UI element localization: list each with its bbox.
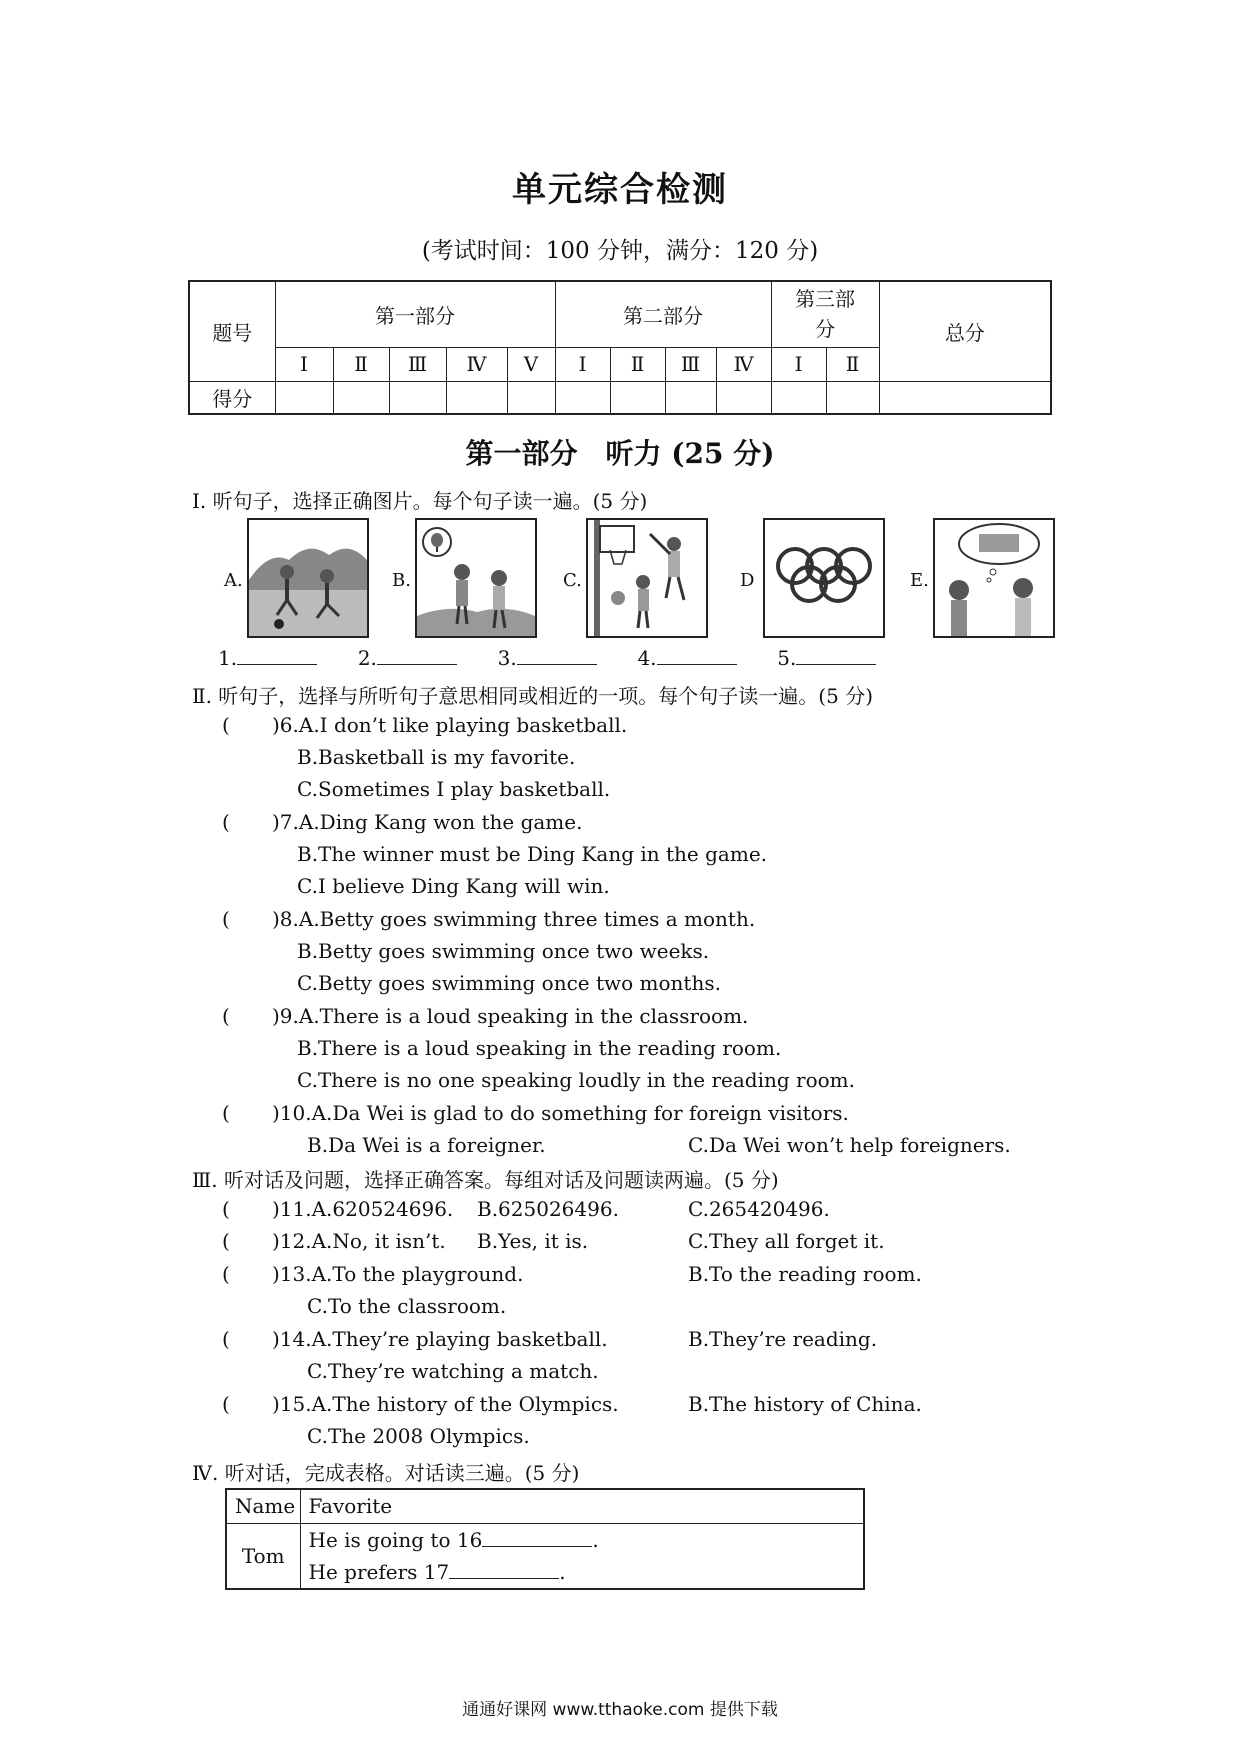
score-col: Ⅳ	[446, 347, 507, 381]
score-col: Ⅲ	[665, 347, 716, 381]
question-8-a: )8.A.Betty goes swimming three times a month.	[272, 907, 756, 931]
picture-label-a: A.	[224, 570, 243, 591]
question-12-c: C.They all forget it.	[688, 1229, 885, 1253]
score-col: Ⅰ	[555, 347, 610, 381]
answer-label: 3.	[497, 646, 517, 670]
score-row-label-top: 题号	[189, 281, 275, 381]
exam-subtitle: (考试时间：100 分钟，满分：120 分)	[421, 238, 819, 264]
section-title-listening: 第一部分 听力 (25 分)	[465, 437, 775, 470]
score-col: Ⅱ	[610, 347, 665, 381]
question-11-c: C.265420496.	[688, 1197, 830, 1221]
score-total-cell[interactable]	[879, 381, 1051, 414]
picture-e[interactable]	[933, 518, 1055, 638]
question-10-b: B.Da Wei is a foreigner.	[307, 1133, 546, 1157]
score-cell[interactable]	[771, 381, 826, 414]
answer-label: 2.	[357, 646, 377, 670]
answer-blank-16[interactable]	[482, 1528, 592, 1547]
answer-paren[interactable]: (	[222, 1327, 230, 1351]
table-cell-name: Tom	[226, 1523, 300, 1589]
page-title: 单元综合检测	[512, 170, 728, 210]
picture-label-c: C.	[563, 570, 582, 591]
question-6-b: B.Basketball is my favorite.	[297, 745, 576, 769]
question-1-heading: Ⅰ. 听句子，选择正确图片。每个句子读一遍。(5 分)	[192, 489, 648, 513]
score-cell[interactable]	[716, 381, 771, 414]
fill-line-text: He prefers 17	[308, 1559, 450, 1584]
answer-paren[interactable]: (	[222, 810, 230, 834]
score-part-3: 第三部 分	[771, 281, 879, 347]
question-15-a: )15.A.The history of the Olympics.	[272, 1392, 619, 1416]
question-10-a: )10.A.Da Wei is glad to do something for foreign visitors.	[272, 1101, 849, 1125]
fill-line-text: He is going to 16	[308, 1527, 483, 1552]
question-14-a: )14.A.They’re playing basketball.	[272, 1327, 608, 1351]
score-col: Ⅱ	[826, 347, 879, 381]
answer-paren[interactable]: (	[222, 1004, 230, 1028]
picture-d[interactable]	[763, 518, 885, 638]
answer-blank-3[interactable]	[517, 646, 597, 665]
score-col: Ⅰ	[275, 347, 333, 381]
column-header-name: Name	[226, 1489, 300, 1523]
score-col: Ⅰ	[771, 347, 826, 381]
question-8-b: B.Betty goes swimming once two weeks.	[297, 939, 710, 963]
fill-line-17	[309, 1556, 856, 1588]
period: .	[592, 1527, 599, 1552]
question-3-heading: Ⅲ. 听对话及问题，选择正确答案。每组对话及问题读两遍。(5 分)	[192, 1168, 779, 1192]
question-12-b: B.Yes, it is.	[477, 1229, 589, 1253]
answer-blank-5[interactable]	[796, 646, 876, 665]
question-8-c: C.Betty goes swimming once two months.	[297, 971, 721, 995]
score-cell[interactable]	[665, 381, 716, 414]
period: .	[559, 1559, 566, 1584]
question-11-b: B.625026496.	[477, 1197, 619, 1221]
picture-label-e: E.	[910, 570, 929, 591]
answer-blank-17[interactable]	[449, 1560, 559, 1579]
question-6-c: C.Sometimes I play basketball.	[297, 777, 611, 801]
picture-a[interactable]	[247, 518, 369, 638]
picture-c[interactable]	[586, 518, 708, 638]
answer-paren[interactable]: (	[222, 713, 230, 737]
question-15-b: B.The history of China.	[688, 1392, 922, 1416]
fill-line-16	[309, 1524, 856, 1556]
table-cell-favorite	[300, 1523, 864, 1589]
question-14-c: C.They’re watching a match.	[307, 1359, 599, 1383]
question-14-b: B.They’re reading.	[688, 1327, 878, 1351]
answer-label: 4.	[637, 646, 657, 670]
question-15-c: C.The 2008 Olympics.	[307, 1424, 530, 1448]
score-cell[interactable]	[446, 381, 507, 414]
question-9-a: )9.A.There is a loud speaking in the classroom.	[272, 1004, 749, 1028]
question-6-a: )6.A.I don’t like playing basketball.	[272, 713, 628, 737]
score-col: Ⅱ	[333, 347, 389, 381]
olympic-rings-icon	[765, 520, 883, 636]
score-col: Ⅲ	[389, 347, 446, 381]
answer-paren[interactable]: (	[222, 1229, 230, 1253]
answer-paren[interactable]: (	[222, 1197, 230, 1221]
score-cell[interactable]	[610, 381, 665, 414]
boys-thinking-icon	[935, 520, 1053, 636]
column-header-favorite: Favorite	[300, 1489, 864, 1523]
answer-blank-2[interactable]	[377, 646, 457, 665]
question-7-a: )7.A.Ding Kang won the game.	[272, 810, 583, 834]
question-10-c: C.Da Wei won’t help foreigners.	[688, 1133, 1011, 1157]
score-table	[188, 280, 1052, 415]
basketball-players-icon	[588, 520, 706, 636]
question-13-a: )13.A.To the playground.	[272, 1262, 524, 1286]
score-col: Ⅴ	[507, 347, 555, 381]
score-cell[interactable]	[333, 381, 389, 414]
question-13-c: C.To the classroom.	[307, 1294, 507, 1318]
answer-label: 5.	[777, 646, 797, 670]
score-part-2: 第二部分	[555, 281, 771, 347]
score-cell[interactable]	[507, 381, 555, 414]
score-row-label-bottom: 得分	[189, 381, 275, 414]
score-cell[interactable]	[555, 381, 610, 414]
score-part-1: 第一部分	[275, 281, 555, 347]
question-13-b: B.To the reading room.	[688, 1262, 922, 1286]
answer-paren[interactable]: (	[222, 907, 230, 931]
answer-blank-4[interactable]	[657, 646, 737, 665]
answer-paren[interactable]: (	[222, 1101, 230, 1125]
question-9-b: B.There is a loud speaking in the reading room.	[297, 1036, 782, 1060]
answer-paren[interactable]: (	[222, 1262, 230, 1286]
score-cell[interactable]	[389, 381, 446, 414]
football-players-icon	[249, 520, 367, 636]
question-12-a: )12.A.No, it isn’t.	[272, 1229, 446, 1253]
picture-b[interactable]	[415, 518, 537, 638]
favorite-table	[225, 1488, 865, 1590]
question-4-heading: Ⅳ. 听对话，完成表格。对话读三遍。(5 分)	[192, 1461, 580, 1485]
question-2-heading: Ⅱ. 听句子，选择与所听句子意思相同或相近的一项。每个句子读一遍。(5 分)	[192, 684, 873, 708]
footer-source: 通通好课网 www.tthaoke.com 提供下载	[462, 1700, 778, 1720]
score-total: 总分	[879, 281, 1051, 381]
answer-blanks-row	[218, 646, 876, 670]
score-col: Ⅳ	[716, 347, 771, 381]
question-11-a: )11.A.620524696.	[272, 1197, 454, 1221]
picture-label-b: B.	[392, 570, 411, 591]
answer-label: 1.	[218, 646, 238, 670]
question-7-b: B.The winner must be Ding Kang in the game.	[297, 842, 768, 866]
score-cell[interactable]	[275, 381, 333, 414]
question-7-c: C.I believe Ding Kang will win.	[297, 874, 610, 898]
question-9-c: C.There is no one speaking loudly in the reading room.	[297, 1068, 855, 1092]
answer-blank-1[interactable]	[237, 646, 317, 665]
answer-paren[interactable]: (	[222, 1392, 230, 1416]
picture-label-d: D	[740, 570, 755, 591]
table-tennis-icon	[417, 520, 535, 636]
score-cell[interactable]	[826, 381, 879, 414]
